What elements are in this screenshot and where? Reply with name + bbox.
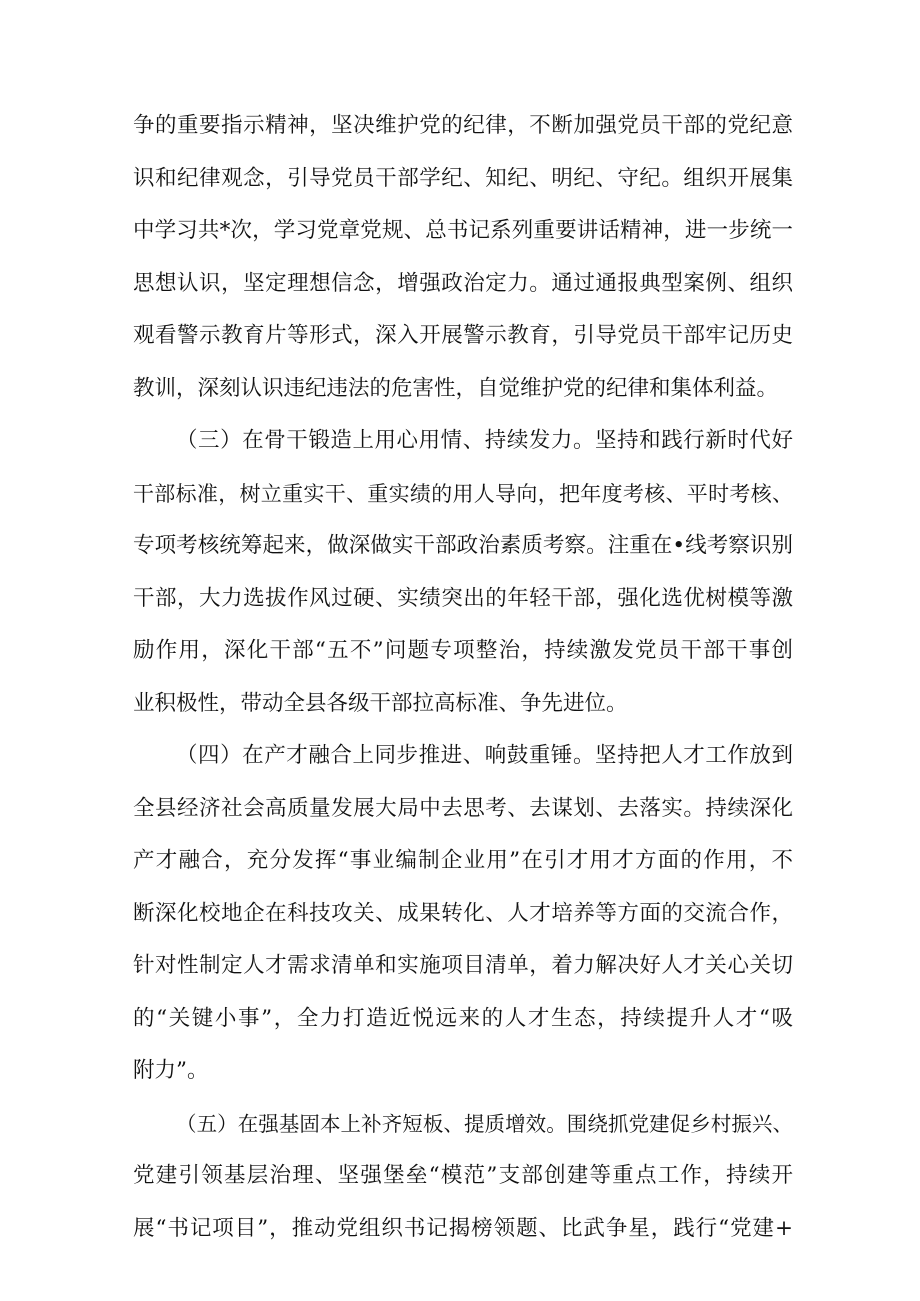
text-line: 附力”。 (133, 1058, 209, 1083)
text-line: 展“书记项目”，推动党组织书记揭榜领题、比武争星，践行“党建+ (133, 1216, 793, 1241)
text-line: 党建引领基层治理、坚强堡垒“模范”支部创建等重点工作，持续开 (133, 1163, 793, 1188)
text-line: 专项考核统筹起来，做深做实干部政治素质考察。注重在•线考察识别 (133, 533, 793, 558)
text-line: 的“关键小事”，全力打造近悦远来的人才生态，持续提升人才“吸 (133, 1006, 793, 1031)
text-line: 争的重要指示精神，坚决维护党的纪律，不断加强党员干部的党纪意 (133, 113, 793, 138)
text-line: 励作用，深化干部“五不”问题专项整治，持续激发党员干部干事创 (133, 638, 793, 663)
text-line: 中学习共*次，学习党章党规、总书记系列重要讲话精神，进一步统一 (133, 218, 793, 243)
text-line: 全县经济社会高质量发展大局中去思考、去谋划、去落实。持续深化 (133, 796, 793, 821)
text-line: 断深化校地企在科技攻关、成果转化、人才培养等方面的交流合作， (133, 901, 793, 926)
section-heading-line: （五）在强基固本上补齐短板、提质增效。围绕抓党建促乡村振兴、 (176, 1112, 793, 1136)
text-line: 干部，大力选拔作风过硬、实绩突出的年轻干部，强化选优树模等激 (133, 586, 793, 611)
text-line: 思想认识，坚定理想信念，增强政治定力。通过通报典型案例、组织 (133, 271, 793, 296)
text-line: 观看警示教育片等形式，深入开展警示教育，引导党员干部牢记历史 (133, 323, 793, 348)
text-line: 业积极性，带动全县各级干部拉高标准、争先进位。 (133, 691, 628, 716)
text-line: 干部标准，树立重实干、重实绩的用人导向，把年度考核、平时考核、 (133, 482, 793, 506)
text-line: 教训，深刻认识违纪违法的危害性，自觉维护党的纪律和集体利益。 (133, 376, 779, 401)
section-heading-line: （三）在骨干锻造上用心用情、持续发力。坚持和践行新时代好 (176, 428, 793, 453)
text-line: 针对性制定人才需求清单和实施项目清单，着力解决好人才关心关切 (133, 953, 793, 978)
text-line: 识和纪律观念，引导党员干部学纪、知纪、明纪、守纪。组织开展集 (133, 166, 793, 191)
section-heading-line: （四）在产才融合上同步推进、响鼓重锤。坚持把人才工作放到 (176, 743, 793, 768)
text-line: 产才融合，充分发挥“事业编制企业用”在引才用才方面的作用，不 (133, 848, 793, 873)
